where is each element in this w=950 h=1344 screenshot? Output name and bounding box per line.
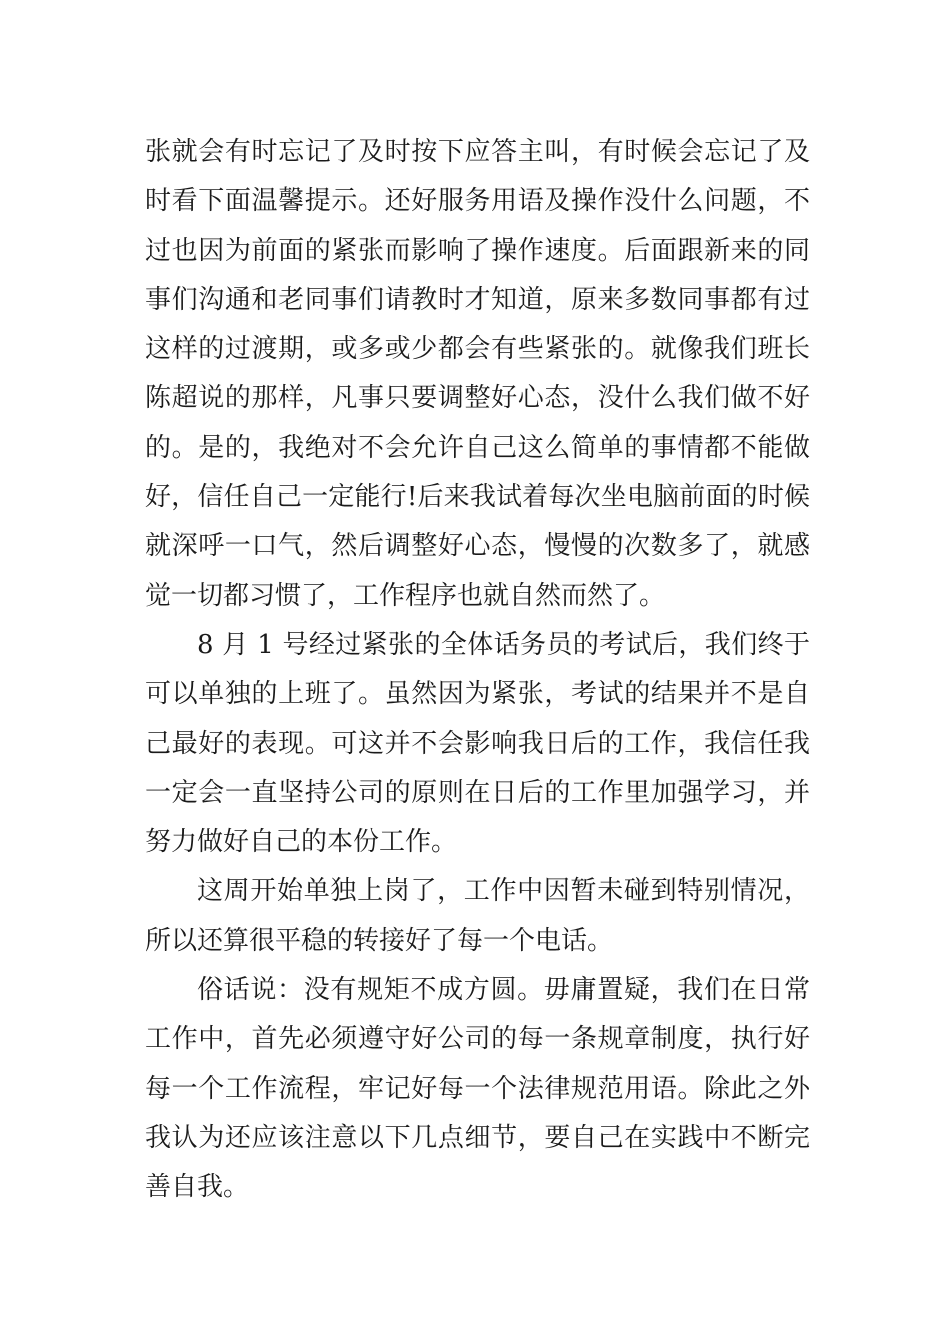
paragraph-3: 这周开始单独上岗了，工作中因暂未碰到特别情况，所以还算很平稳的转接好了每一个电话。 [145,876,810,956]
paragraph-2: 8 月 1 号经过紧张的全体话务员的考试后，我们终于可以单独的上班了。虽然因为紧张，考试的结果并不是自己最好的表现。可这并不会影响我日后的工作，我信任我一定会一直坚持公司的原则在日后的工作里加强学习，并努力做好自己的本份工作。 [145,629,810,858]
paragraph-4: 俗话说：没有规矩不成方圆。毋庸置疑，我们在日常工作中，首先必须遵守好公司的每一条规章制度，执行好每一个工作流程，牢记好每一个法律规范用语。除此之外我认为还应该注意以下几点细节，要自己在实践中不断完善自我。 [145,975,810,1203]
document-body [145,128,810,1213]
paragraph-1: 张就会有时忘记了及时按下应答主叫，有时候会忘记了及时看下面温馨提示。还好服务用语及操作没什么问题，不过也因为前面的紧张而影响了操作速度。后面跟新来的同事们沟通和老同事们请教时才知道，原来多数同事都有过这样的过渡期，或多或少都会有些紧张的。就像我们班长陈超说的那样，凡事只要调整好心态，没什么我们做不好的。是的，我绝对不会允许自己这么简单的事情都不能做好，信任自己一定能行!后来我试着每次坐电脑前面的时候就深呼一口气，然后调整好心态，慢慢的次数多了，就感觉一切都习惯了，工作程序也就自然而然了。 [145,137,810,611]
